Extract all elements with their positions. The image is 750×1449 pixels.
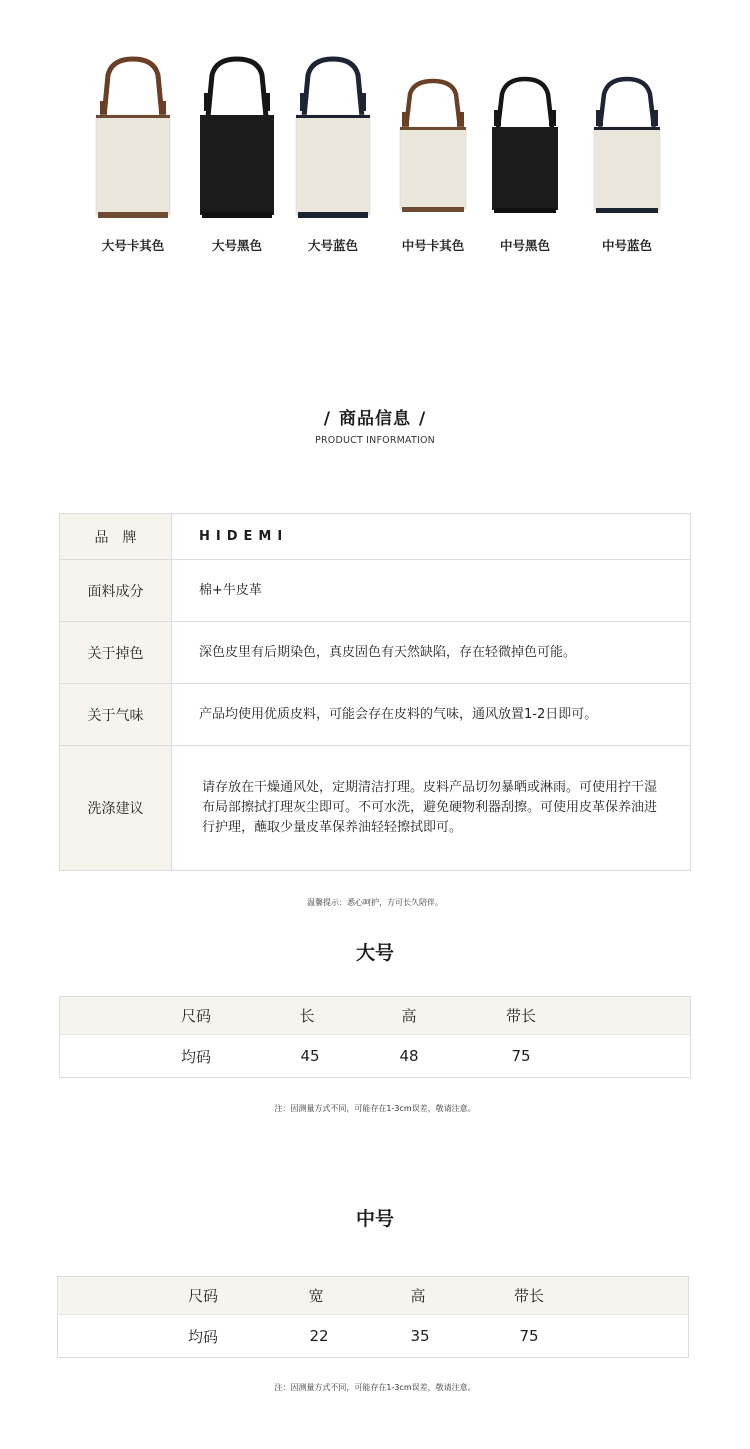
variant-medium-black[interactable] [480,76,570,255]
size-large-table [59,996,691,1078]
size-header-cell: 宽 [308,1287,324,1305]
size-medium-title: 中号 [355,1208,394,1230]
bag-large-khaki-image [88,55,178,225]
bag-large-blue-image [288,55,378,225]
variant-label: 大号蓝色 [307,238,358,253]
variant-large-blue[interactable] [288,55,378,255]
size-table-row [60,1034,690,1077]
info-label: 关于气味 [60,684,172,745]
slash-decoration: / [323,409,331,429]
variant-label: 大号卡其色 [101,238,165,253]
variant-medium-blue[interactable] [582,76,672,255]
size-value-cell: 均码 [187,1327,218,1346]
product-info-subtitle: PRODUCT INFORMATION [315,435,435,446]
variant-gallery [0,0,750,300]
variant-medium-khaki[interactable] [388,78,478,255]
size-value-cell: 35 [410,1327,430,1345]
info-value: HIDEMI [199,528,289,544]
product-info-heading [0,404,750,446]
size-header-cell: 长 [299,1007,315,1025]
size-value-cell: 22 [309,1327,329,1345]
variant-label: 中号卡其色 [401,238,465,253]
size-header-cell: 带长 [505,1007,536,1025]
info-label: 关于掉色 [60,622,172,683]
size-header-cell: 高 [401,1007,417,1025]
variant-label: 大号黑色 [211,238,262,253]
size-table-header [58,1277,688,1314]
variant-large-khaki[interactable] [88,55,178,255]
size-header-cell: 尺码 [180,1007,211,1025]
care-tip: 温馨提示：悉心呵护，方可长久陪伴。 [307,898,443,907]
size-value-cell: 75 [511,1047,531,1065]
bag-large-black-image [192,55,282,225]
info-label: 品牌 [60,514,172,559]
size-value-cell: 75 [519,1327,539,1345]
product-info-table [59,513,691,871]
size-header-cell: 带长 [513,1287,544,1305]
info-label: 洗涤建议 [60,746,172,870]
size-medium-table [57,1276,689,1358]
info-row-care [60,745,690,870]
bag-medium-black-image [480,76,570,218]
product-info-title-text: 商品信息 [339,409,411,429]
info-row-material [60,559,690,621]
size-medium-note: 注：因测量方式不同，可能存在1-3cm误差，敬请注意。 [274,1383,476,1392]
size-value-cell: 均码 [180,1047,211,1066]
info-value: 深色皮里有后期染色，真皮固色有天然缺陷，存在轻微掉色可能。 [199,644,577,660]
variant-label: 中号黑色 [499,238,550,253]
info-value: 棉+牛皮革 [199,582,262,598]
bag-medium-khaki-image [388,78,478,218]
size-value-cell: 45 [300,1047,320,1065]
info-label: 面料成分 [60,560,172,621]
size-header-cell: 尺码 [187,1287,218,1305]
slash-decoration: / [419,409,427,429]
product-info-title [0,404,750,429]
info-row-brand [60,514,690,559]
size-table-header [60,997,690,1034]
info-value: 请存放在干燥通风处，定期清洁打理。皮料产品切勿暴晒或淋雨。可使用拧干湿布局部擦拭打理灰尘即可。不可水洗，避免硬物利器刮擦。可使用皮革保养油进行护理，蘸取少量皮革保养油轻轻擦拭即可。 [202,780,658,835]
variant-label: 中号蓝色 [601,238,652,253]
variant-large-black[interactable] [192,55,282,255]
size-large-title: 大号 [355,942,394,964]
info-value: 产品均使用优质皮料，可能会存在皮料的气味，通风放置1-2日即可。 [199,706,598,722]
info-row-smell [60,683,690,745]
size-header-cell: 高 [410,1287,426,1305]
bag-medium-blue-image [582,76,672,218]
size-large-note: 注：因测量方式不同，可能存在1-3cm误差，敬请注意。 [274,1104,476,1113]
size-value-cell: 48 [399,1047,419,1065]
size-table-row [58,1314,688,1357]
info-row-color-fade [60,621,690,683]
